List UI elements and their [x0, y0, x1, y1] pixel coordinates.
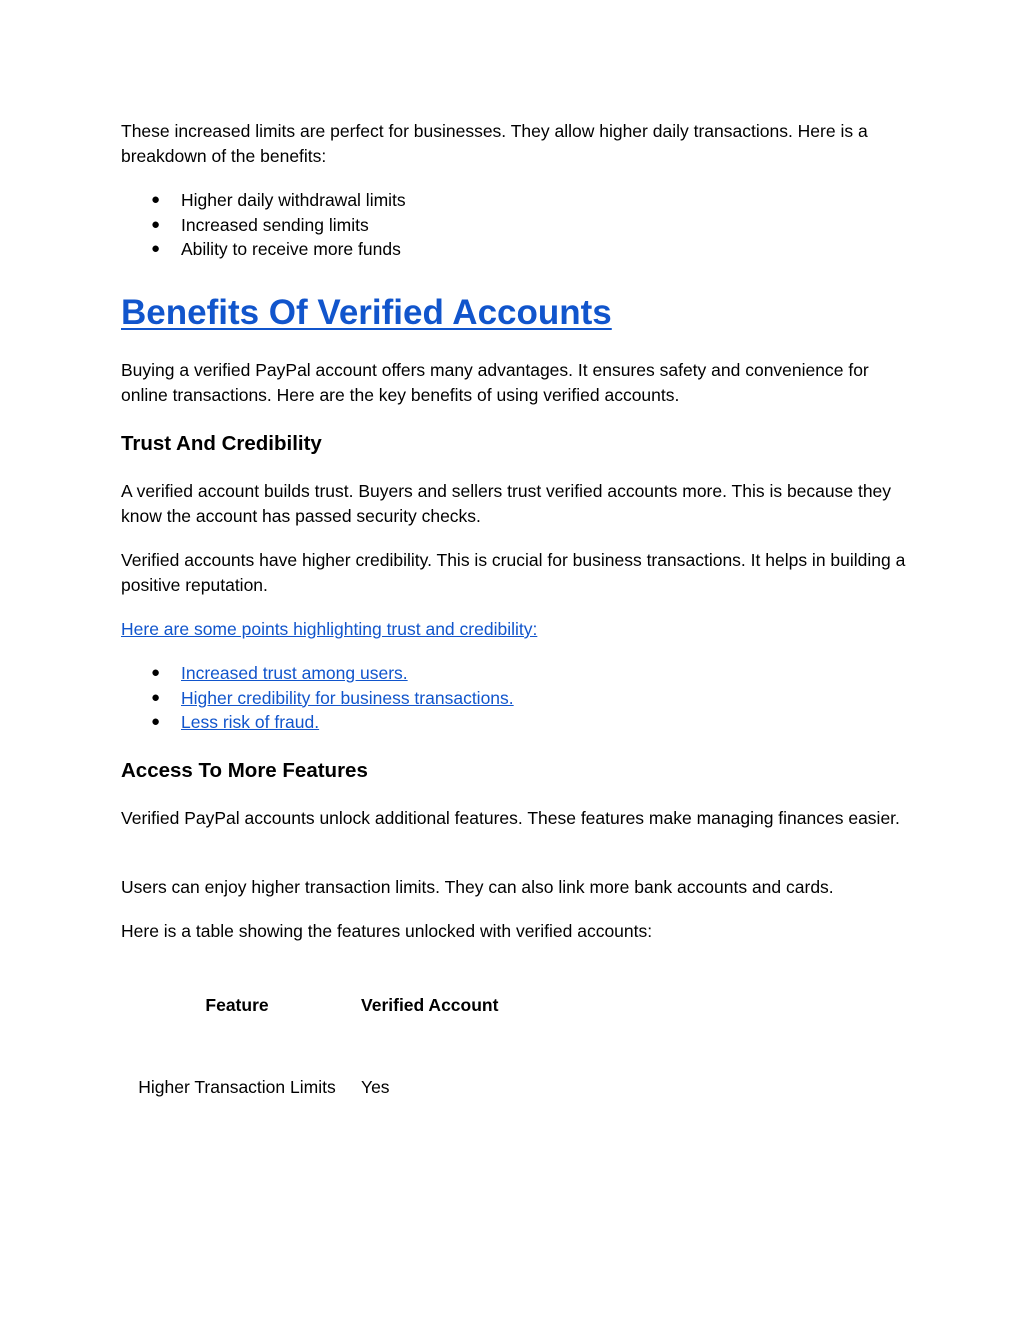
trust-list [121, 661, 514, 735]
features-table [121, 985, 561, 1149]
list-item [121, 686, 514, 711]
trust-link[interactable]: Less risk of fraud. [181, 712, 320, 732]
table-cell: Higher Transaction Limits [138, 1077, 336, 1097]
trust-link[interactable]: Higher credibility for business transactions. [181, 687, 514, 708]
table-row [121, 1025, 561, 1149]
bullet-icon: ● [151, 688, 161, 706]
bullet-icon: ● [151, 215, 161, 233]
bullet-icon: ● [151, 664, 161, 681]
list-item: ● Ability to receive more funds [121, 237, 406, 262]
list-item: ● Higher daily withdrawal limits [121, 188, 406, 213]
features-paragraph-1: Verified PayPal accounts unlock additional features. These features make managing finances easier. [121, 808, 900, 828]
table-header-cell: Feature [205, 995, 269, 1015]
features-heading: Access To More Features [121, 759, 368, 782]
trust-paragraph-2: Verified accounts have higher credibility. This is crucial for business transactions. It helps in building a positive reputation. [121, 550, 906, 595]
features-paragraph-3: Here is a table showing the features unlocked with verified accounts: [121, 921, 653, 941]
benefits-list [121, 188, 406, 262]
list-item: ● Increased sending limits [121, 213, 406, 238]
trust-paragraph-1: A verified account builds trust. Buyers and sellers trust verified accounts more. This is because they know the account has passed security checks. [121, 481, 892, 526]
trust-intro-link[interactable]: Here are some points highlighting trust and credibility: [121, 619, 538, 639]
features-paragraph-2: Users can enjoy higher transaction limits. They can also link more bank accounts and cards. [121, 877, 834, 897]
trust-heading: Trust And Credibility [121, 432, 322, 455]
list-item [121, 661, 514, 686]
table-cell: Yes [361, 1077, 390, 1097]
section-heading-link[interactable]: Benefits Of Verified Accounts [121, 293, 612, 332]
table-header-cell: Verified Account [361, 995, 499, 1015]
list-item [121, 710, 514, 735]
table-header-row [121, 985, 561, 1025]
bullet-icon: ● [151, 191, 161, 208]
bullet-icon: ● [151, 240, 161, 257]
trust-link[interactable]: Increased trust among users. [181, 663, 408, 683]
section-paragraph: Buying a verified PayPal account offers many advantages. It ensures safety and convenience for online transactions. Here are the key benefits of using verified accounts. [121, 360, 869, 405]
intro-paragraph: These increased limits are perfect for businesses. They allow higher daily transactions. Here is a breakdown of the benefits: [121, 121, 868, 166]
bullet-icon: ● [151, 713, 161, 730]
